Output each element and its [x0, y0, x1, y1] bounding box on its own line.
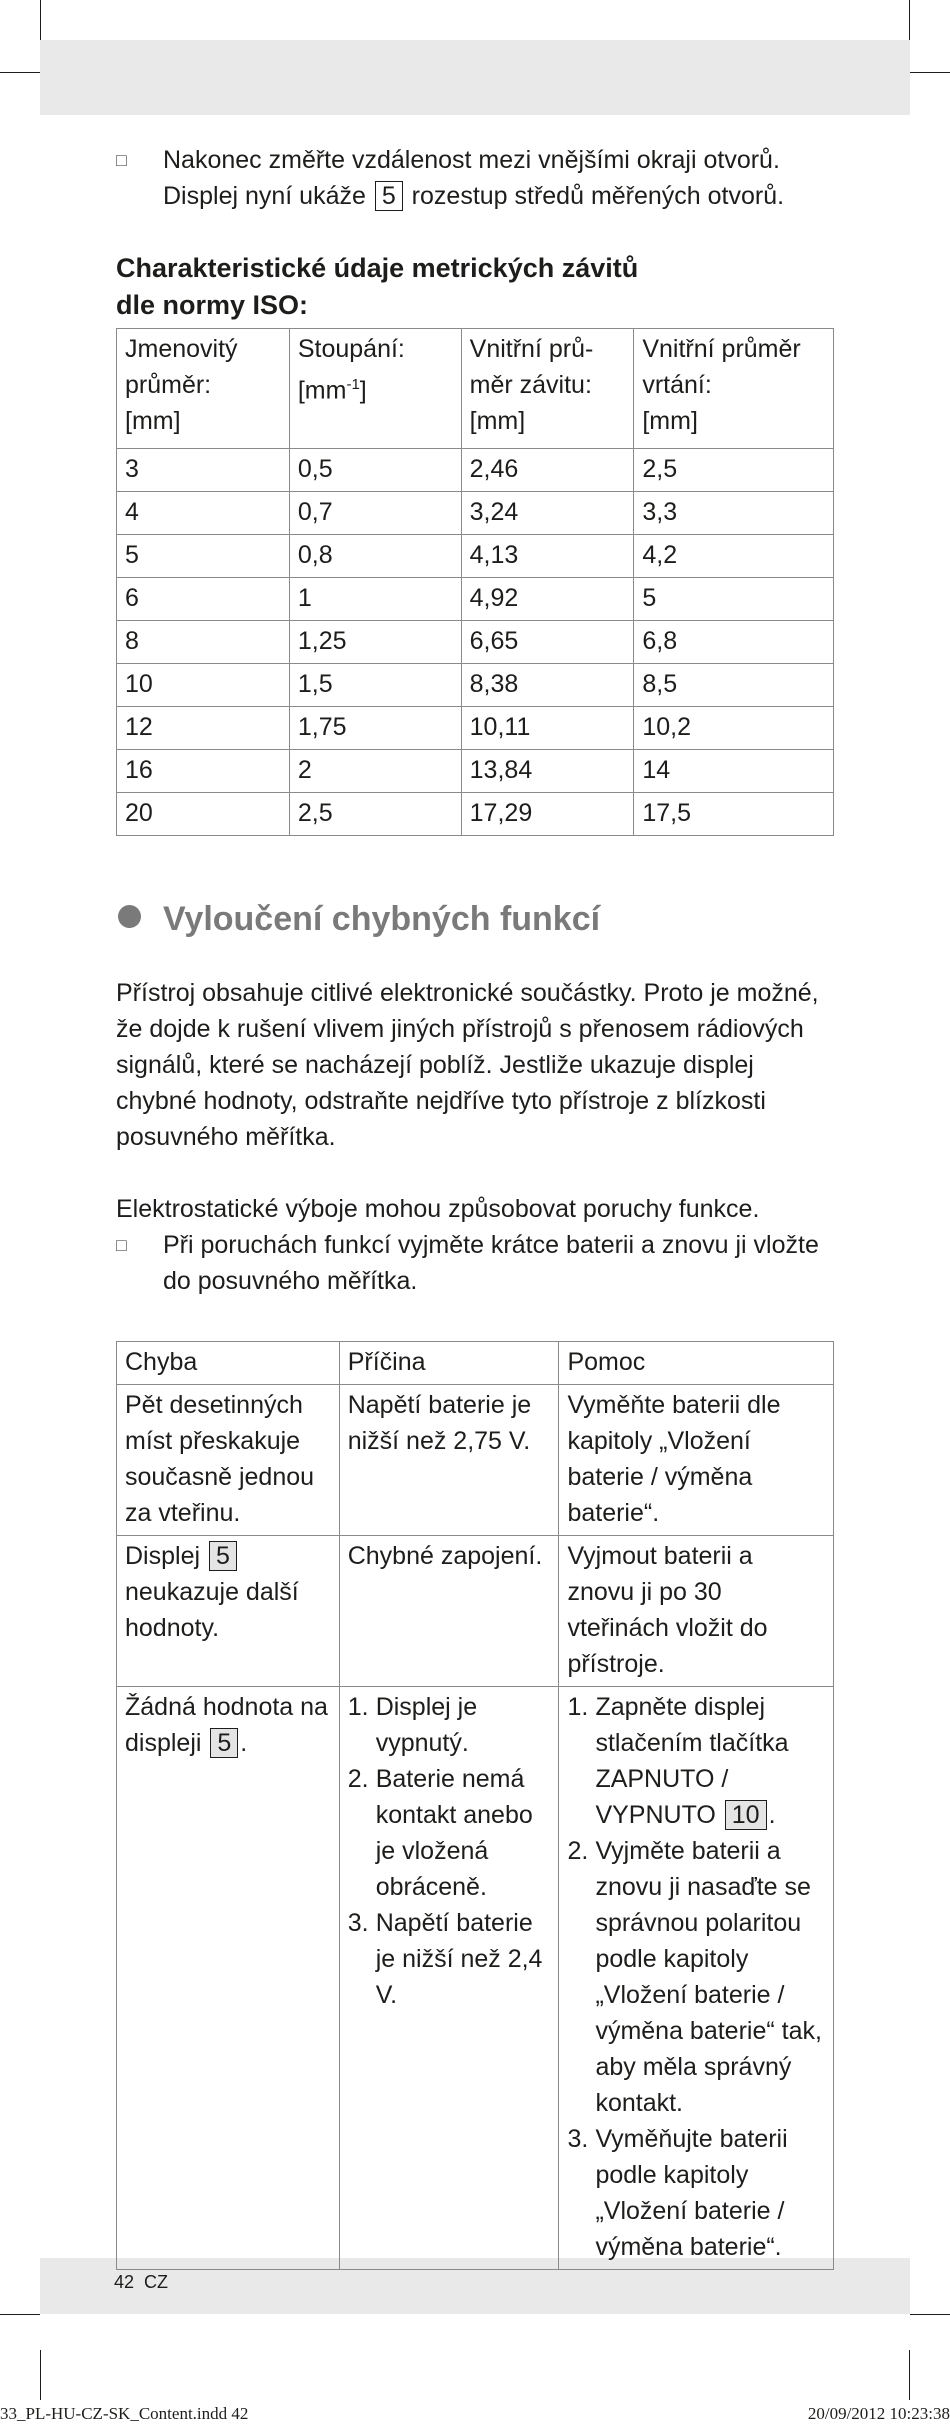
table-row — [117, 449, 834, 492]
cell-pitch: 1,75 — [289, 707, 461, 750]
display-ref-box: 5 — [210, 1728, 238, 1758]
crop-mark — [909, 0, 910, 40]
table-row — [117, 793, 834, 836]
crop-mark — [0, 72, 40, 73]
cell-pitch: 2,5 — [289, 793, 461, 836]
crop-mark — [909, 2350, 910, 2400]
battery-reset-bullet: □ Při poruchách funkcí vyjměte krátce baterii a znovu ji vložte do posuvného měřítka. — [116, 1227, 834, 1299]
header-cause: Příčina — [339, 1342, 559, 1385]
cell-pitch: 1 — [289, 578, 461, 621]
table-row — [117, 492, 834, 535]
cell-pitch: 0,8 — [289, 535, 461, 578]
table-header-row — [117, 1342, 834, 1385]
cell-cause: Chybné zapojení. — [339, 1536, 559, 1687]
crop-mark — [910, 72, 950, 73]
cell-cause: Napětí baterie je nižší než 2,75 V. — [339, 1385, 559, 1536]
checkbox-bullet-icon: □ — [116, 1235, 127, 1255]
cell-nominal: 10 — [117, 664, 290, 707]
cell-minor: 10,11 — [461, 707, 634, 750]
cell-pitch: 0,5 — [289, 449, 461, 492]
display-ref-box: 5 — [209, 1541, 237, 1571]
cell-drill: 14 — [634, 750, 834, 793]
section-heading: Vyloučení chybných funkcí — [116, 895, 881, 943]
cell-cause — [339, 1687, 559, 2270]
checkbox-bullet-icon: □ — [116, 150, 127, 170]
cell-fault: Žádná hodnota na displeji 5 . — [117, 1687, 340, 2270]
header-drill-diameter: Vnitřní průměr vrtání: [mm] — [634, 329, 834, 449]
crop-mark — [910, 2314, 950, 2315]
section-body — [116, 975, 834, 1299]
cell-nominal: 4 — [117, 492, 290, 535]
crop-mark — [0, 2314, 40, 2315]
table-row — [117, 664, 834, 707]
remedy-list-item: 2. Vyjměte baterii a znovu ji nasaďte se správnou polaritou podle kapitoly „Vložení baterie / výměna baterie“ tak, aby měla správný kontakt. — [567, 1837, 822, 2117]
cell-pitch: 2 — [289, 750, 461, 793]
cell-nominal: 5 — [117, 535, 290, 578]
cell-minor: 2,46 — [461, 449, 634, 492]
header-fault: Chyba — [117, 1342, 340, 1385]
cell-nominal: 3 — [117, 449, 290, 492]
table-row — [117, 578, 834, 621]
cell-minor: 4,92 — [461, 578, 634, 621]
table-row — [117, 1385, 834, 1536]
intro-bullet-item — [116, 142, 834, 214]
paragraph-electrostatic: Elektrostatické výboje mohou způsobovat poruchy funkce. — [116, 1195, 760, 1223]
cell-nominal: 20 — [117, 793, 290, 836]
display-ref-box: 5 — [375, 181, 403, 211]
cell-drill: 4,2 — [634, 535, 834, 578]
table-row — [117, 621, 834, 664]
intro-instruction — [116, 142, 834, 214]
iso-thread-table — [116, 328, 834, 836]
cell-nominal: 16 — [117, 750, 290, 793]
cause-list-item: 1. Displej je vypnutý. — [347, 1693, 478, 1757]
cell-minor: 17,29 — [461, 793, 634, 836]
remedy-list-item: 1. Zapněte displej stlačením tlačítka ZAPNUTO / VYPNUTO 10 . — [567, 1693, 789, 1829]
paragraph-interference: Přístroj obsahuje citlivé elektronické součástky. Proto je možné, že dojde k rušení vlivem jiných přístrojů s přenosem rádiových signálů, které se nacházejí poblíž. Jestliže ukazuje displej chybné hodnoty, odstraňte nejdříve tyto přístroje z blízkosti posuvného měřítka. — [116, 979, 819, 1151]
intro-line-2: Displej nyní ukáže 5 rozestup středů měřených otvorů. — [163, 182, 785, 210]
cell-pitch: 1,25 — [289, 621, 461, 664]
troubleshooting-table — [116, 1341, 834, 2270]
cell-nominal: 8 — [117, 621, 290, 664]
cell-remedy — [559, 1687, 834, 2270]
cell-drill: 3,3 — [634, 492, 834, 535]
cell-minor: 6,65 — [461, 621, 634, 664]
iso-table-heading: Charakteristické údaje metrických závitů dle normy ISO: — [116, 253, 639, 320]
table-row — [117, 750, 834, 793]
cell-minor: 3,24 — [461, 492, 634, 535]
crop-mark — [40, 0, 41, 40]
cell-drill: 10,2 — [634, 707, 834, 750]
bullet-dot-icon — [118, 905, 141, 928]
cell-drill: 17,5 — [634, 793, 834, 836]
header-minor-diameter: Vnitřní prů- měr závitu: [mm] — [461, 329, 634, 449]
table-row — [117, 1536, 834, 1687]
header-band — [40, 40, 910, 115]
cell-minor: 4,13 — [461, 535, 634, 578]
cell-fault: Displej 5 neukazuje další hodnoty. — [117, 1536, 340, 1687]
cell-drill: 5 — [634, 578, 834, 621]
cell-fault: Pět desetinných míst přeskakuje současně jednou za vteřinu. — [117, 1385, 340, 1536]
table-row — [117, 1687, 834, 2270]
intro-line-1: Nakonec změřte vzdálenost mezi vnějšími okraji otvorů. — [163, 146, 780, 174]
cause-list-item: 2. Baterie nemá kontakt anebo je vložená obráceně. — [347, 1765, 533, 1901]
crop-mark — [40, 2350, 41, 2400]
remedy-list-item: 3. Vyměňujte baterii podle kapitoly „Vložení baterie / výměna baterie“. — [567, 2125, 788, 2261]
power-button-ref-box: 10 — [725, 1800, 767, 1830]
header-pitch: Stoupání: $[mm^{-1}]$ — [289, 329, 461, 449]
cause-list-item: 3. Napětí baterie je nižší než 2,4 V. — [347, 1909, 543, 2009]
table-row — [117, 707, 834, 750]
page-number: 42 CZ — [114, 2272, 169, 2292]
cell-drill: 8,5 — [634, 664, 834, 707]
cell-pitch: 1,5 — [289, 664, 461, 707]
table-header-row — [117, 329, 834, 449]
language-code: CZ — [144, 2272, 169, 2292]
cell-remedy: Vyměňte baterii dle kapitoly „Vložení baterie / výměna baterie“. — [559, 1385, 834, 1536]
cell-drill: 6,8 — [634, 621, 834, 664]
print-slug-date: 20/09/2012 10:23:38 — [807, 2404, 950, 2423]
cell-drill: 2,5 — [634, 449, 834, 492]
cell-nominal: 12 — [117, 707, 290, 750]
print-slug-file: 33_PL-HU-CZ-SK_Content.indd 42 — [0, 2404, 249, 2423]
cell-nominal: 6 — [117, 578, 290, 621]
cell-pitch: 0,7 — [289, 492, 461, 535]
header-nominal-diameter: Jmenovitý průměr: [mm] — [117, 329, 290, 449]
header-remedy: Pomoc — [559, 1342, 834, 1385]
cell-minor: 13,84 — [461, 750, 634, 793]
cell-minor: 8,38 — [461, 664, 634, 707]
cell-remedy: Vyjmout baterii a znovu ji po 30 vteřinách vložit do přístroje. — [559, 1536, 834, 1687]
table-row — [117, 535, 834, 578]
